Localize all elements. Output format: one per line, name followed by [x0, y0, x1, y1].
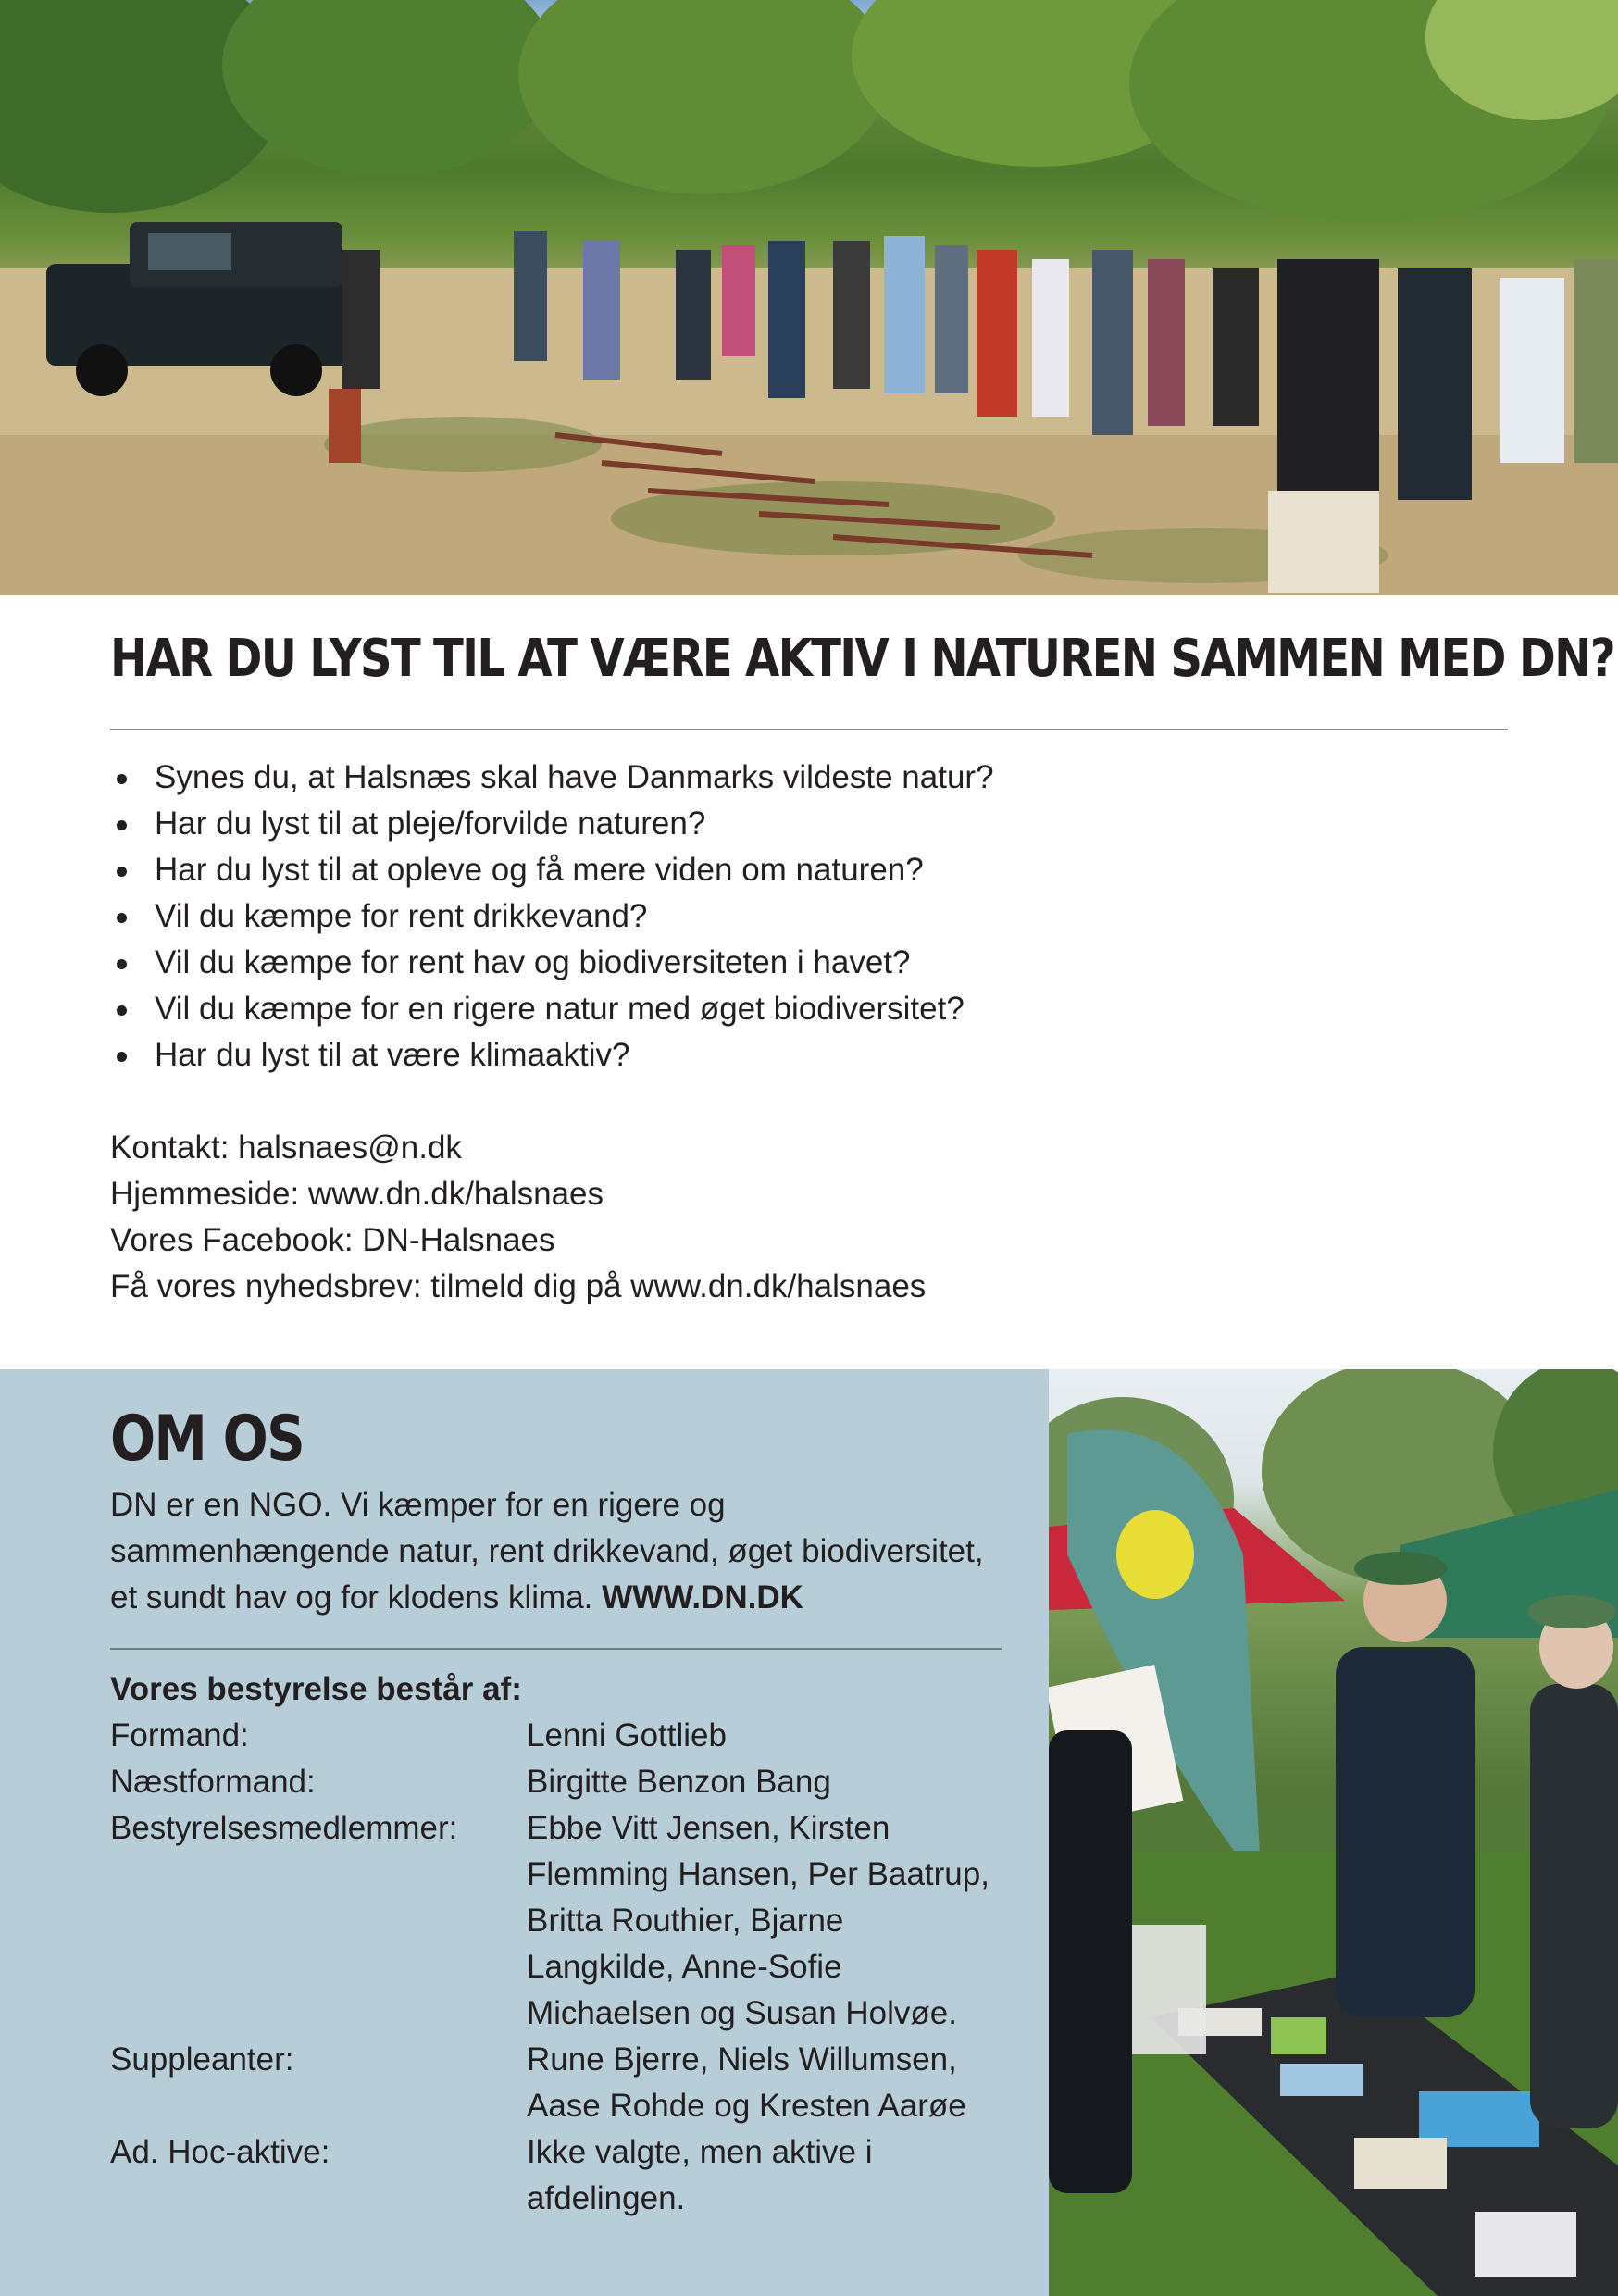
- page-headline: HAR DU LYST TIL AT VÆRE AKTIV I NATUREN SAMMEN MED DN?: [110, 629, 1614, 689]
- board-row: [110, 1713, 999, 1759]
- headline-divider: [110, 729, 1508, 730]
- board-role: Ad. Hoc-aktive:: [110, 2134, 330, 2170]
- question-item: Vil du kæmpe for en rigere natur med øget biodiversitet?: [110, 986, 994, 1032]
- contact-website[interactable]: Hjemmeside: www.dn.dk/halsnaes: [110, 1176, 604, 1212]
- board-names: Lenni Gottlieb: [527, 1717, 727, 1753]
- board-names: Birgitte Benzon Bang: [527, 1764, 831, 1800]
- board-table: [110, 1713, 999, 2222]
- about-divider: [110, 1648, 1002, 1650]
- contact-block: [110, 1125, 926, 1310]
- board-names: Ebbe Vitt Jensen, Kirsten Flemming Hansen, Per Baatrup, Britta Routhier, Bjarne Langkilde, Anne-Sofie Michaelsen og Susan Holvøe.: [527, 1810, 989, 2031]
- question-item: Har du lyst til at være klimaaktiv?: [110, 1032, 994, 1079]
- board-row: [110, 2037, 999, 2129]
- board-row: [110, 1805, 999, 2037]
- board-role: Suppleanter:: [110, 2041, 294, 2078]
- contact-email[interactable]: Kontakt: halsnaes@n.dk: [110, 1129, 462, 1166]
- bottom-photo: [1049, 1369, 1618, 2296]
- board-row: [110, 2129, 999, 2222]
- about-title: OM OS: [110, 1403, 305, 1476]
- board-names: Rune Bjerre, Niels Willumsen, Aase Rohde og Kresten Aarøe: [527, 2041, 966, 2124]
- board-row: [110, 1759, 999, 1805]
- contact-facebook[interactable]: Vores Facebook: DN-Halsnaes: [110, 1222, 555, 1258]
- about-text: DN er en NGO. Vi kæmper for en rigere og sammenhængende natur, rent drikkevand, øget biodiversitet, et sundt hav og for klodens klima.: [110, 1487, 984, 1616]
- about-description: [110, 1482, 999, 1621]
- board-role: Formand:: [110, 1717, 249, 1753]
- question-item: Synes du, at Halsnæs skal have Danmarks vildeste natur?: [110, 755, 994, 801]
- about-url-link[interactable]: WWW.DN.DK: [602, 1579, 803, 1616]
- question-item: Har du lyst til at pleje/forvilde naturen?: [110, 801, 994, 847]
- question-item: Har du lyst til at opleve og få mere viden om naturen?: [110, 847, 994, 893]
- question-list: [110, 755, 994, 1079]
- group-outdoor-photo-illustration: [0, 0, 1618, 595]
- contact-newsletter[interactable]: Få vores nyhedsbrev: tilmeld dig på www.dn.dk/halsnaes: [110, 1268, 927, 1304]
- question-item: Vil du kæmpe for rent drikkevand?: [110, 893, 994, 940]
- board-role: Bestyrelsesmedlemmer:: [110, 1810, 458, 1846]
- board-role: Næstformand:: [110, 1764, 316, 1800]
- event-stand-photo-illustration: [1049, 1369, 1618, 2296]
- board-names: Ikke valgte, men aktive i afdelingen.: [527, 2134, 873, 2216]
- board-heading: Vores bestyrelse består af:: [110, 1671, 522, 1707]
- question-item: Vil du kæmpe for rent hav og biodiversiteten i havet?: [110, 940, 994, 986]
- top-photo: [0, 0, 1618, 595]
